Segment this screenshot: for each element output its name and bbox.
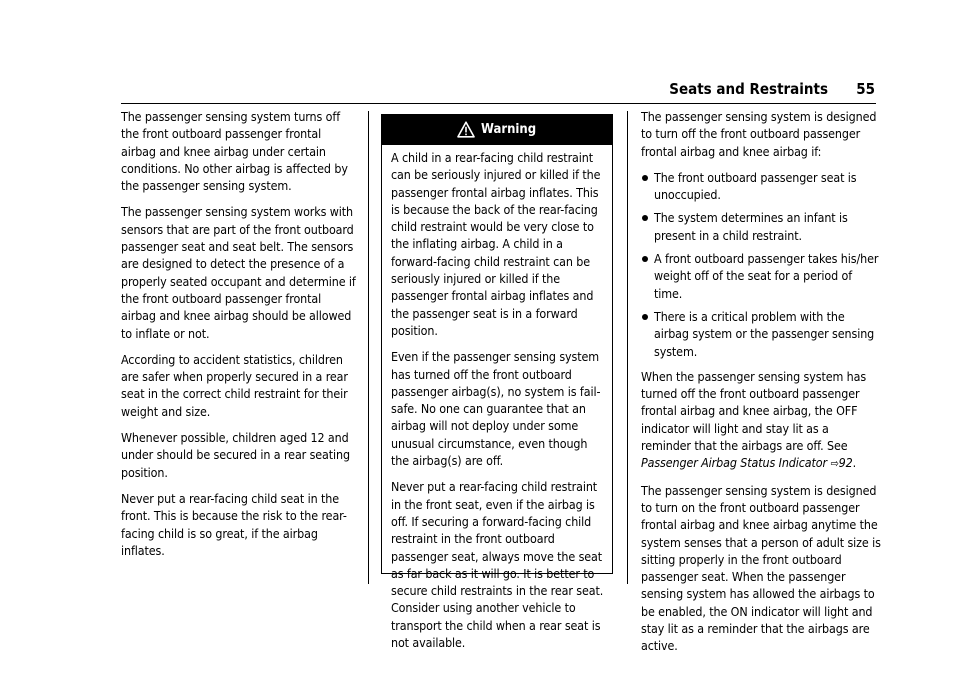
warning-box	[381, 114, 613, 651]
paragraph: The passenger sensing system works with sensors that are part of the front outboard passenger seat and seat belt. The sensors are designed to detect the presence of a properly seated occupant and determine if the front outboard passenger frontal airbag and knee airbag should be allowed to inflate or not.	[121, 204, 356, 341]
cross-reference-page[interactable]: 92	[838, 455, 853, 471]
warning-title: Warning	[481, 122, 537, 137]
bullet-icon	[642, 314, 648, 320]
column-divider	[627, 111, 628, 584]
bullet-icon	[642, 175, 648, 181]
list-item-text: The front outboard passenger seat is unoccupied.	[654, 169, 857, 203]
warning-paragraph: Even if the passenger sensing system has turned off the front outboard passenger airbag(s), no system is fail-safe. No one can guarantee that an airbag will not deploy under some unusual circumstance, even though the airbag(s) are off.	[391, 349, 601, 469]
paragraph: Whenever possible, children aged 12 and under should be secured in a rear seating position.	[121, 430, 350, 480]
list-item	[641, 308, 881, 360]
column-left	[121, 108, 359, 568]
section-title: Seats and Restraints	[669, 80, 828, 98]
paragraph-text: When the passenger sensing system has turned off the front outboard passenger frontal airbag and knee airbag, the OFF indicator will light and stay lit as a reminder that the airbags are off. See	[641, 368, 867, 454]
list-item	[641, 209, 881, 244]
warning-body	[391, 149, 606, 660]
page-number: 55	[856, 80, 875, 98]
paragraph: According to accident statistics, children are safer when properly secured in a rear seat in the correct child restraint for their weight and size.	[121, 351, 348, 419]
cross-reference-link[interactable]: Passenger Airbag Status Indicator	[641, 455, 827, 471]
paragraph: The passenger sensing system turns off the front outboard passenger frontal airbag and knee airbag under certain conditions. No other airbag is affected by the passenger sensing system.	[121, 109, 348, 194]
bullet-list	[641, 169, 881, 360]
list-item-text: The system determines an infant is present in a child restraint.	[654, 210, 848, 243]
header-rule	[121, 103, 876, 104]
warning-header	[382, 115, 612, 145]
list-item	[641, 250, 881, 302]
paragraph	[641, 368, 881, 473]
list-item-text: A front outboard passenger takes his/her weight off of the seat for a period of time.	[654, 251, 879, 301]
paragraph: Never put a rear-facing child seat in the front. This is because the risk to the rear-facing child is so great, if the airbag inflates.	[121, 490, 347, 558]
paragraph: The passenger sensing system is designed to turn on the front outboard passenger frontal airbag and knee airbag anytime the system senses that a person of adult size is sitting properly in the front outboard passenger seat. When the passenger sensing system has allowed the airbags to be enabled, the ON indicator will light and stay lit as a reminder that the airbags are active.	[641, 482, 881, 654]
paragraph-text: .	[852, 455, 857, 471]
bullet-icon	[642, 256, 648, 262]
warning-paragraph: A child in a rear-facing child restraint can be seriously injured or killed if the passenger frontal airbag inflates. This is because the back of the rear-facing child restraint would be very close to the inflating airbag. A child in a forward-facing child restraint can be seriously injured or killed if the passenger frontal airbag inflates and the passenger seat is in a forward position.	[391, 150, 601, 338]
paragraph: The passenger sensing system is designed to turn off the front outboard passenger frontal airbag and knee airbag if:	[641, 109, 877, 159]
bullet-icon	[642, 215, 648, 221]
list-item	[641, 169, 881, 204]
page-reference-icon: ⇨	[830, 457, 839, 471]
page-header	[0, 80, 875, 102]
list-item-text: There is a critical problem with the airbag system or the passenger sensing system.	[654, 308, 875, 359]
column-divider	[368, 111, 369, 584]
warning-triangle-icon	[457, 121, 475, 138]
warning-paragraph: Never put a rear-facing child restraint in the front seat, even if the airbag is off. If securing a forward-facing child restraint in the front outboard passenger seat, always move the seat as far back as it will go. It is better to secure child restraints in the rear seat. Consider using another vehicle to transport the child when a rear seat is not available.	[391, 479, 604, 651]
column-right	[641, 108, 881, 664]
